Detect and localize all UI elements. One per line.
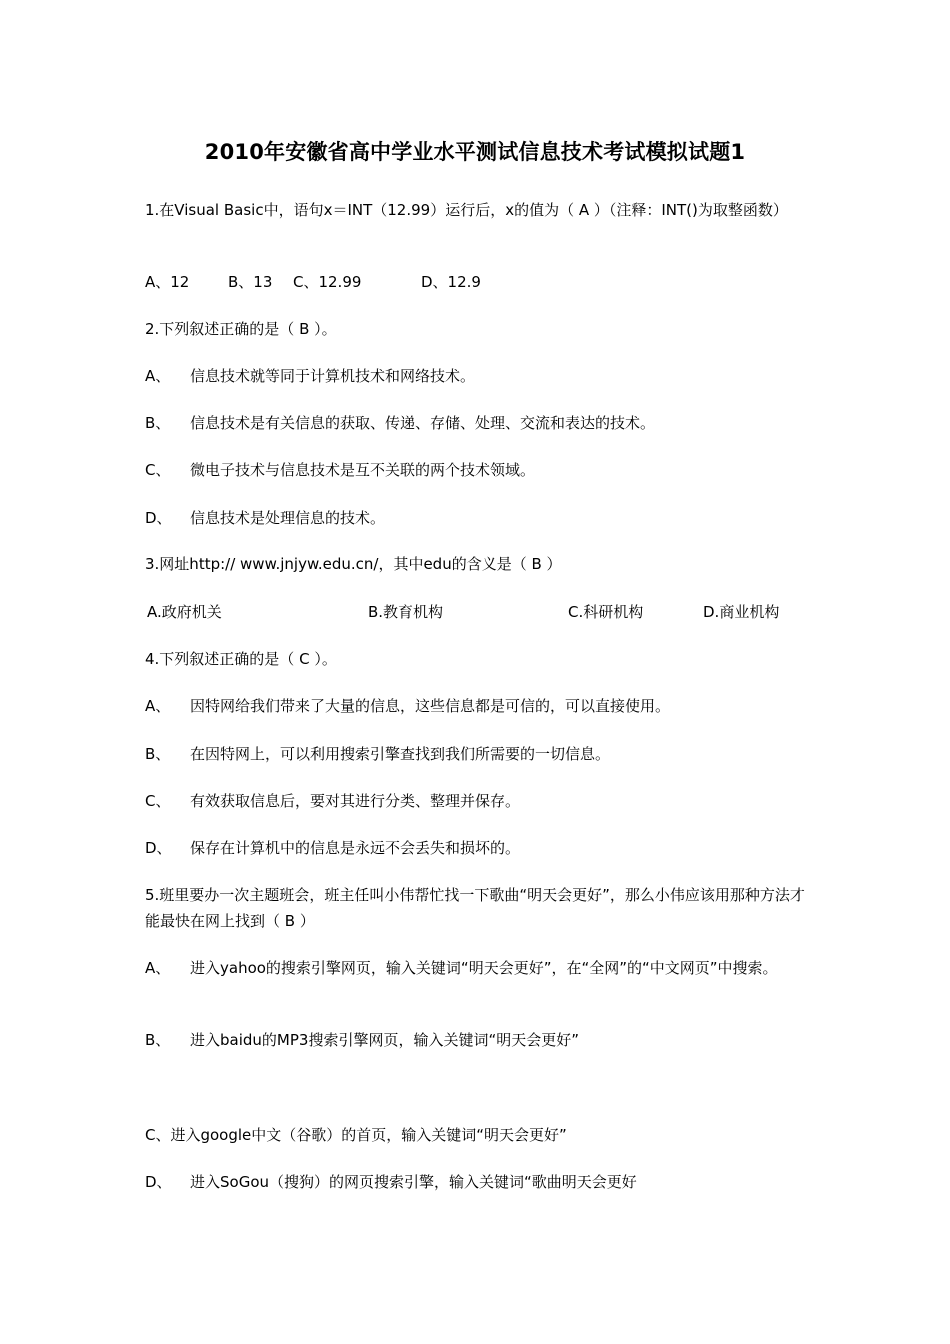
question-1-choice-b: B、13: [228, 273, 273, 291]
question-5-option-a: [145, 955, 810, 981]
question-2-option-c: [145, 457, 810, 483]
option-text: 信息技术是有关信息的获取、传递、存储、处理、交流和表达的技术。: [190, 414, 656, 432]
option-text: 微电子技术与信息技术是互不关联的两个技术领域。: [190, 461, 536, 479]
question-1-choice-a: A、12: [145, 273, 190, 291]
question-2-stem: 2.下列叙述正确的是（ B ）。: [145, 320, 337, 338]
option-label: D、: [145, 1173, 172, 1191]
option-text: 有效获取信息后，要对其进行分类、整理并保存。: [190, 792, 521, 810]
option-text: 因特网给我们带来了大量的信息，这些信息都是可信的，可以直接使用。: [190, 697, 671, 715]
option-label: A、: [145, 959, 171, 977]
option-text: 保存在计算机中的信息是永远不会丢失和损坏的。: [190, 839, 521, 857]
option-label: B、: [145, 1031, 171, 1049]
option-text: 进入SoGou（搜狗）的网页搜索引擎，输入关键词“歌曲明天会更好: [190, 1173, 637, 1191]
question-4-option-d: [145, 835, 810, 861]
question-3-choice-b: B.教育机构: [368, 603, 444, 621]
option-text: 信息技术就等同于计算机技术和网络技术。: [190, 367, 476, 385]
question-1-stem: 1.在Visual Basic中，语句x＝INT（12.99）运行后，x的值为（ A ）（注释：INT()为取整函数）: [145, 201, 788, 219]
question-2-option-d: [145, 505, 810, 531]
option-label: A、: [145, 697, 171, 715]
option-label: C、: [145, 461, 171, 479]
question-3-choice-a: A.政府机关: [147, 603, 222, 621]
question-3-choice-c: C.科研机构: [568, 603, 644, 621]
question-1-choice-d: D、12.9: [421, 273, 481, 291]
question-4-option-c: [145, 788, 810, 814]
option-text: 在因特网上，可以利用搜索引擎查找到我们所需要的一切信息。: [190, 745, 611, 763]
question-2-option-a: [145, 363, 810, 389]
option-text: 进入yahoo的搜索引擎网页，输入关键词“明天会更好”，在“全网”的“中文网页”中搜索。: [190, 959, 778, 977]
option-label: A、: [145, 367, 171, 385]
question-5-option-d: [145, 1169, 810, 1195]
question-4-option-b: [145, 741, 810, 767]
option-label: B、: [145, 745, 171, 763]
document-title: 2010年安徽省高中学业水平测试信息技术考试模拟试题1: [204, 140, 746, 164]
option-label: C、: [145, 792, 171, 810]
question-4-stem: 4.下列叙述正确的是（ C ）。: [145, 650, 337, 668]
question-1-choice-c: C、12.99: [293, 273, 362, 291]
question-3-choice-d: D.商业机构: [703, 603, 780, 621]
option-label: D、: [145, 839, 172, 857]
question-5-option-b: [145, 1027, 810, 1053]
option-text: 信息技术是处理信息的技术。: [190, 509, 386, 527]
question-4-option-a: [145, 693, 810, 719]
option-text: 进入baidu的MP3搜索引擎网页，输入关键词“明天会更好”: [190, 1031, 579, 1049]
question-3-stem: 3.网址http:// www.jnjyw.edu.cn/，其中edu的含义是（ B ）: [145, 555, 562, 573]
question-5-option-c: C、进入google中文（谷歌）的首页，输入关键词“明天会更好”: [145, 1126, 567, 1144]
question-5-stem: 5.班里要办一次主题班会，班主任叫小伟帮忙找一下歌曲“明天会更好”，那么小伟应该用那种方法才能最快在网上找到（ B ）: [145, 886, 805, 930]
question-2-option-b: [145, 410, 810, 436]
option-label: D、: [145, 509, 172, 527]
option-label: B、: [145, 414, 171, 432]
